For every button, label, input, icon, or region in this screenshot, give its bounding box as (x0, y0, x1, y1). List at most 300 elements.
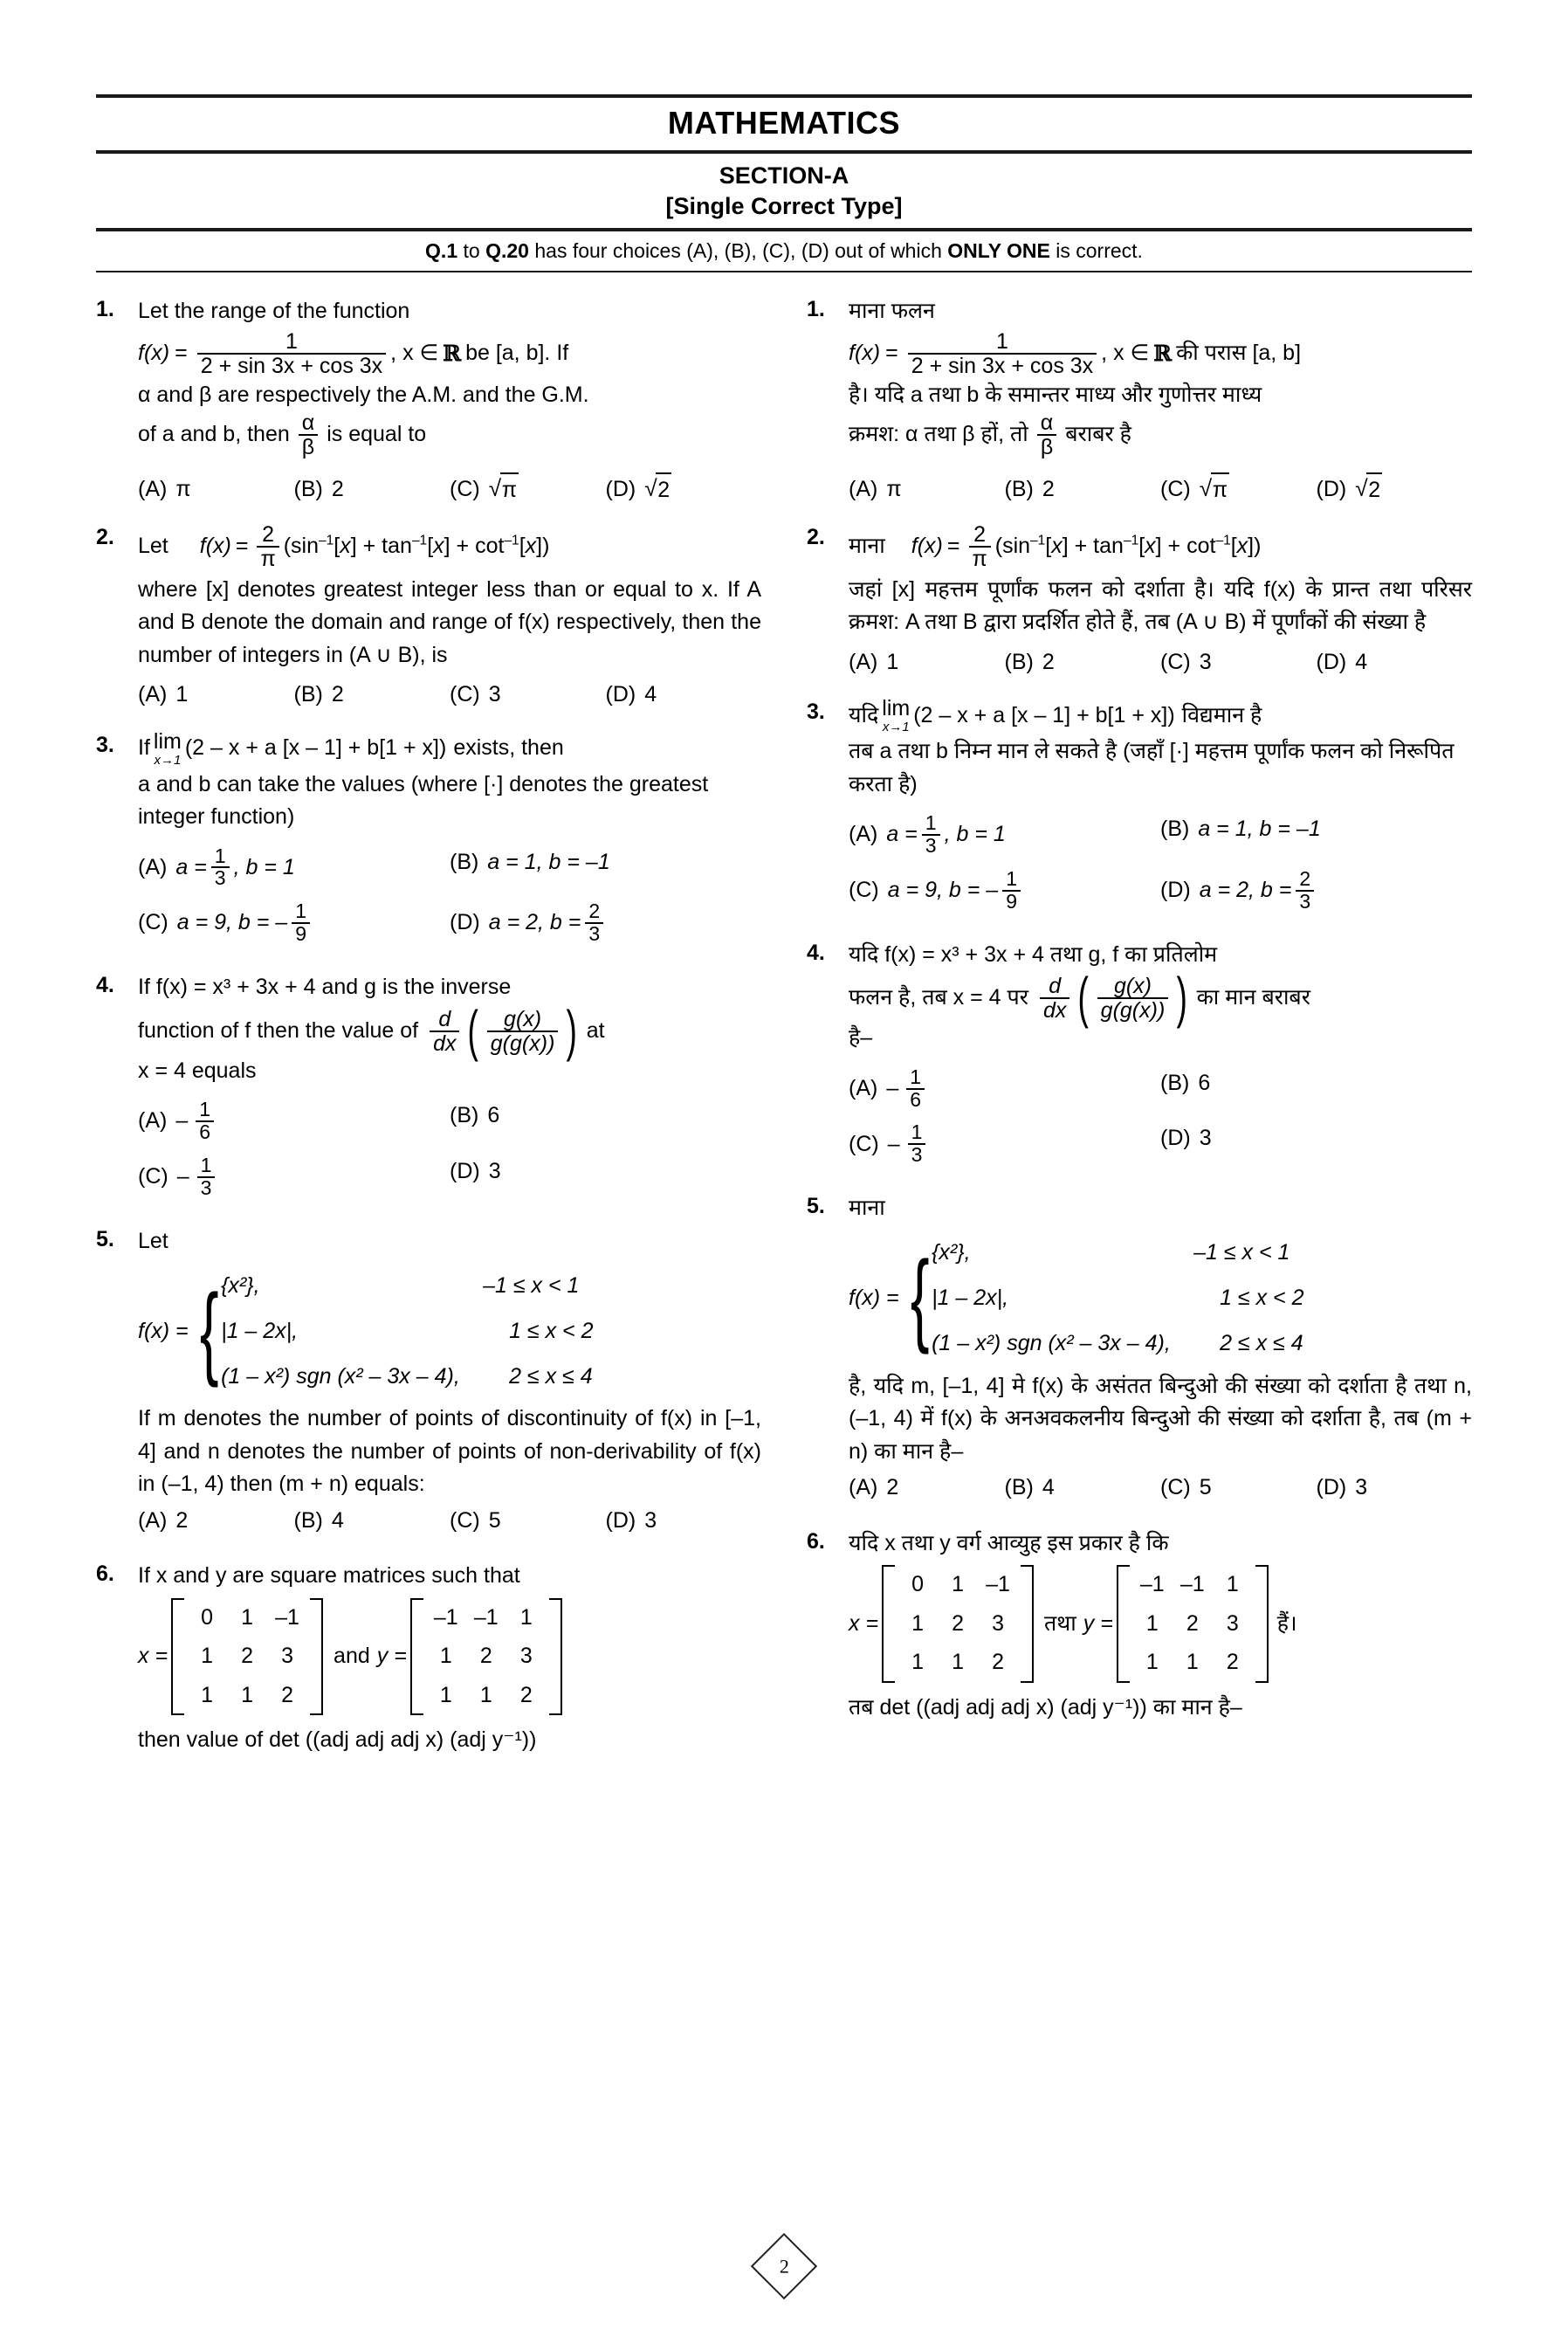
q2-en-body: where [x] denotes greatest integer less than or equal to x. If A and B denote the domain and range of f(x) respectively, then the number of integers in (A ∪ B), is (138, 576, 761, 667)
q3-hi-formula (849, 698, 1472, 734)
question-2-hi (807, 523, 1472, 679)
option-a[interactable] (138, 472, 294, 507)
q2-hi-formula (849, 523, 1472, 570)
option-d-num: 2 (1299, 866, 1311, 890)
option-b-value: 2 (331, 477, 344, 501)
option-a-label: (A) (849, 1475, 878, 1500)
ddx-den: dx (430, 1031, 459, 1055)
option-c[interactable] (450, 1505, 606, 1538)
option-b[interactable] (1160, 813, 1472, 846)
sqrt-icon: √ π (1200, 472, 1229, 507)
instruction-suffix: is correct. (1049, 239, 1143, 262)
instruction-mid: to (457, 239, 486, 262)
option-b[interactable] (1005, 1472, 1161, 1505)
option-b-label: (B) (450, 1103, 479, 1128)
option-d-pre: a = 2, b = (488, 910, 581, 935)
option-a-fraction (906, 1067, 925, 1111)
q3-en-post: exists, then (453, 735, 564, 761)
limit-target: x→1 (154, 752, 182, 768)
option-d-value: 4 (644, 682, 657, 707)
piece-2-expr: |1 – 2x|, (221, 1318, 299, 1343)
q4-en-options-row1 (138, 1100, 761, 1143)
option-d-label: (D) (450, 910, 480, 935)
option-c[interactable] (138, 901, 450, 945)
option-d-label: (D) (1316, 649, 1347, 674)
question-number: 1. (96, 297, 114, 321)
cell: 2 (1186, 1610, 1199, 1636)
option-d-label: (D) (450, 1158, 480, 1183)
question-6-hi (807, 1527, 1472, 1725)
option-a-num: 1 (199, 1098, 211, 1121)
option-d-den: 3 (1296, 890, 1314, 913)
option-c[interactable] (1160, 646, 1317, 679)
piece-1-expr: {x²}, (221, 1272, 260, 1298)
option-a-value: 2 (886, 1475, 899, 1500)
q3-en-options-row1 (138, 846, 761, 890)
option-b-value: 6 (487, 1103, 500, 1128)
option-d-label: (D) (1160, 877, 1191, 902)
option-d[interactable] (606, 472, 762, 507)
column-english (96, 295, 784, 1762)
option-c-fraction (292, 901, 310, 945)
option-d[interactable] (606, 679, 762, 712)
q2-hi-options (849, 646, 1472, 679)
option-b-value: 6 (1198, 1070, 1211, 1095)
q2-en-eq: = (235, 533, 249, 558)
option-b[interactable] (1005, 646, 1161, 679)
cell: 1 (911, 1650, 924, 1675)
piece-3-cond: 2 ≤ x ≤ 4 (1220, 1331, 1303, 1355)
option-a[interactable] (849, 646, 1005, 679)
option-c-label: (C) (849, 877, 879, 902)
option-d-label: (D) (1160, 1126, 1191, 1151)
piece-1-cond: –1 ≤ x < 1 (1193, 1240, 1290, 1265)
option-a-sign: – (175, 1108, 189, 1134)
cell: 1 (1226, 1572, 1239, 1597)
option-a-num: 1 (214, 844, 226, 867)
q6-en-x-label: x = (138, 1644, 168, 1669)
instruction-q-last: Q.20 (485, 239, 529, 262)
matrix-x (882, 1565, 1034, 1683)
q2-en-formula (138, 523, 761, 570)
option-c-num: 1 (200, 1153, 212, 1176)
instruction-body: has four choices (A), (B), (C), (D) out of which (528, 239, 948, 262)
option-d[interactable] (1160, 866, 1472, 913)
option-d-value: 4 (1355, 649, 1368, 674)
option-c[interactable] (1160, 472, 1317, 507)
ddx-num: d (1049, 974, 1062, 999)
paren-close-icon: ) (566, 998, 578, 1062)
question-number: 2. (807, 524, 825, 549)
question-number: 4. (807, 940, 825, 965)
q1-en-options (138, 472, 761, 507)
page-number: 2 (779, 2255, 789, 2277)
matrix-x-grid (184, 1598, 310, 1716)
option-a-num: 1 (910, 1065, 922, 1088)
question-6-en (96, 1560, 761, 1757)
option-c-pre: a = 9, b = – (176, 910, 288, 935)
q3-en-expr: (2 – x + a [x – 1] + b[1 + x]) (184, 735, 447, 761)
question-number: 6. (96, 1561, 114, 1587)
option-a[interactable] (138, 846, 450, 890)
cell: 0 (201, 1604, 213, 1630)
option-d[interactable] (1160, 1122, 1472, 1155)
option-c-fraction (908, 1122, 926, 1166)
option-b-label: (B) (1160, 1070, 1190, 1095)
option-c-pre: a = 9, b = – (887, 877, 999, 902)
diamond-icon (751, 2233, 817, 2299)
option-b-value: a = 1, b = –1 (1198, 817, 1321, 841)
piece-1-cond: –1 ≤ x < 1 (483, 1272, 580, 1298)
question-number: 5. (96, 1226, 114, 1251)
brace-icon: { (910, 1240, 930, 1356)
q2-hi-eq: = (946, 533, 960, 558)
limit-operator (153, 728, 182, 768)
option-d-value: 3 (644, 1507, 657, 1533)
option-c-value: 5 (488, 1507, 501, 1533)
option-a[interactable] (849, 813, 1160, 857)
q3-hi-options-row2 (849, 866, 1472, 913)
option-d-value: 3 (488, 1158, 501, 1183)
q1-hi-reals-symbol: ℝ (1153, 340, 1172, 366)
question-number: 3. (96, 732, 114, 757)
q6-en-y-label: y = (376, 1644, 407, 1669)
bracket-left-icon (410, 1598, 423, 1716)
option-a-label: (A) (849, 649, 878, 674)
cell: 2 (281, 1682, 293, 1707)
q1-en-ratio-num: α (301, 410, 315, 435)
option-a[interactable] (138, 1505, 294, 1538)
derivative-operator (1035, 966, 1192, 1030)
option-a[interactable] (138, 1100, 450, 1143)
option-d[interactable] (606, 1505, 762, 1538)
question-5-hi (807, 1192, 1472, 1505)
question-1-hi (807, 295, 1472, 507)
q1-en-fx: f(x) (138, 340, 170, 365)
q1-en-line3: α and β are respectively the A.M. and the G.M. (138, 382, 589, 407)
exam-page (0, 94, 1568, 2330)
option-a[interactable] (138, 679, 294, 712)
option-c-den: 3 (197, 1176, 216, 1199)
q6-en-matrices (138, 1598, 761, 1716)
q3-en-body: a and b can take the values (where [·] denotes the greatest integer function) (138, 771, 709, 829)
sqrt-icon: √ π (489, 472, 519, 507)
sqrt-icon: √ 2 (1355, 472, 1382, 507)
matrix-y-grid (1130, 1565, 1255, 1683)
option-b[interactable] (294, 472, 450, 507)
q4-en-line2 (138, 998, 761, 1062)
cell: 1 (479, 1682, 492, 1707)
question-4-hi (807, 939, 1472, 1167)
q4-en-line1: If f(x) = x³ + 3x + 4 and g is the inverse (138, 975, 512, 1000)
derivative-operator (425, 998, 581, 1062)
q4-hi-options-row1 (849, 1067, 1472, 1111)
cell: 2 (952, 1610, 964, 1636)
option-a-label: (A) (138, 1507, 168, 1533)
q1-hi-after-frac: , x ∈ (1101, 340, 1150, 365)
option-b-label: (B) (293, 682, 323, 707)
option-a[interactable] (849, 1067, 1160, 1111)
piece-2-cond: 1 ≤ x < 2 (509, 1318, 594, 1343)
cell: 1 (201, 1682, 213, 1707)
option-c[interactable] (138, 1155, 450, 1199)
cell: 1 (952, 1572, 964, 1597)
option-c-label: (C) (1160, 477, 1191, 501)
q1-hi-options (849, 472, 1472, 507)
limit-label: lim (153, 728, 182, 754)
q1-en-reals-symbol: ℝ (443, 340, 461, 366)
piece-row (932, 1321, 1303, 1367)
q2-hi-denominator: π (969, 546, 991, 570)
option-a-value: 2 (175, 1507, 189, 1533)
q5-en-fx: f(x) = (138, 1318, 189, 1343)
q5-hi-body: है, यदि m, [–1, 4] मे f(x) के असंतत बिन्दुओ की संख्या को दर्शाता है तथा n, (–1, 4) में f(x) के अनअवकलनीय बिन्दुओ की संख्या को दर्शाता है, तब (m + n) का मान है– (849, 1373, 1472, 1464)
q2-en-denominator: π (257, 546, 279, 570)
q1-en-line4 (138, 411, 761, 458)
option-d[interactable] (450, 1155, 761, 1189)
q4-hi-line3: है– (849, 1025, 873, 1051)
matrix-y (410, 1598, 562, 1716)
q2-hi-fx: f(x) (911, 533, 943, 558)
option-a-label: (A) (138, 682, 168, 707)
q2-hi-numerator: 2 (973, 521, 987, 547)
q1-hi-fx: f(x) (849, 340, 881, 365)
option-c-sign: – (176, 1164, 189, 1189)
cell: 1 (1186, 1650, 1199, 1675)
page-header (96, 94, 1472, 272)
option-d-label: (D) (605, 477, 636, 501)
option-b[interactable] (450, 1100, 761, 1133)
question-4-en (96, 971, 761, 1199)
option-c-label: (C) (849, 1131, 879, 1156)
q1-hi-numerator: 1 (995, 328, 1008, 354)
q6-hi-and: तथा (1044, 1610, 1076, 1636)
q6-hi-line1: यदि x तथा y वर्ग आव्युह इस प्रकार है कि (849, 1530, 1169, 1555)
inner-den: g(g(x)) (1097, 997, 1169, 1022)
option-d[interactable] (1317, 472, 1473, 507)
q5-en-piecewise (138, 1263, 761, 1399)
q4-hi-line2-pre: फलन है, तब x = 4 पर (849, 985, 1028, 1010)
q4-hi-options-row2 (849, 1122, 1472, 1166)
q2-hi-body: जहां [x] महत्तम पूर्णांक फलन को दर्शाता है। यदि f(x) के प्रान्त तथा परिसर क्रमश: A तथा B द्वारा प्रदर्शित होते हैं, तब (A ∪ B) में पूर्णांकों की संख्या है (849, 576, 1472, 634)
piece-row (221, 1308, 593, 1354)
option-d-num: 2 (588, 900, 601, 923)
option-d-value: 3 (1355, 1475, 1368, 1500)
option-a-fraction (211, 846, 230, 890)
option-a-value: 1 (175, 682, 189, 707)
option-c-label: (C) (450, 1507, 480, 1533)
q3-hi-options-row1 (849, 813, 1472, 857)
cell: –1 (473, 1604, 499, 1630)
cell: –1 (433, 1604, 458, 1630)
q5-hi-piecewise (849, 1230, 1472, 1367)
piece-2-expr: |1 – 2x|, (932, 1286, 1009, 1310)
bracket-right-icon (1021, 1565, 1034, 1683)
instruction-line (96, 231, 1472, 271)
option-b-label: (B) (293, 1507, 323, 1533)
option-d[interactable] (1317, 1472, 1473, 1505)
option-a-fraction (922, 813, 940, 857)
q6-hi-tail: हैं। (1276, 1610, 1297, 1636)
option-d[interactable] (450, 901, 761, 945)
cell: 1 (241, 1604, 253, 1630)
q5-en-options (138, 1505, 761, 1538)
option-c[interactable] (450, 679, 606, 712)
option-a-den: 3 (922, 834, 940, 857)
cell: 1 (519, 1604, 533, 1630)
question-3-en (96, 728, 761, 946)
cell: 3 (992, 1610, 1004, 1636)
cell: 3 (519, 1644, 533, 1669)
option-a[interactable] (849, 472, 1005, 507)
q1-en-ratio-den: β (299, 434, 318, 458)
q2-hi-fraction (969, 523, 991, 570)
q1-hi-line4 (849, 411, 1472, 458)
q1-hi-tail: की परास [a, b] (1176, 340, 1302, 365)
bracket-left-icon (171, 1598, 184, 1716)
option-b-label: (B) (1160, 817, 1190, 841)
option-d-fraction (585, 901, 603, 945)
cell: –1 (275, 1604, 299, 1630)
option-a-den: 6 (906, 1088, 925, 1111)
q4-en-line2-post: at (586, 1017, 605, 1043)
option-a-post: , b = 1 (944, 822, 1006, 847)
q5-hi-options (849, 1472, 1472, 1505)
option-c-fraction (1002, 866, 1021, 913)
option-c-num: 1 (295, 900, 307, 923)
option-b-label: (B) (1004, 1475, 1034, 1500)
option-b-value: 2 (1042, 649, 1055, 674)
option-a-post: , b = 1 (233, 854, 295, 879)
option-b[interactable] (450, 846, 761, 879)
inner-num: g(x) (1113, 974, 1152, 999)
q3-en-options-row2 (138, 901, 761, 945)
question-2-en (96, 523, 761, 712)
bracket-left-icon (882, 1565, 895, 1683)
option-d[interactable] (1317, 646, 1473, 679)
option-c[interactable] (450, 472, 606, 507)
option-c-den: 9 (1002, 890, 1021, 913)
cell: 1 (952, 1650, 964, 1675)
q2-hi-lead: माना (849, 533, 885, 558)
cell: –1 (1179, 1572, 1205, 1597)
q2-en-options (138, 679, 761, 712)
q1-en-denominator: 2 + sin 3x + cos 3x (197, 353, 386, 377)
option-b-value: 4 (1042, 1475, 1055, 1500)
q4-en-options-row2 (138, 1155, 761, 1199)
option-a-value: 1 (886, 649, 899, 674)
option-c-label: (C) (450, 682, 480, 707)
option-a-pre: a = (886, 822, 918, 847)
cell: 1 (1145, 1610, 1159, 1636)
q5-hi-fx: f(x) = (849, 1286, 899, 1310)
question-1-en (96, 295, 761, 507)
cell: 1 (241, 1682, 253, 1707)
bracket-left-icon (1117, 1565, 1130, 1683)
piece-3-expr: (1 – x²) sgn (x² – 3x – 4), (221, 1363, 460, 1389)
q1-hi-line3: है। यदि a तथा b के समान्तर माध्य और गुणोत्तर माध्य (849, 382, 1262, 407)
instruction-emphasis: ONLY ONE (947, 239, 1050, 262)
option-b-value: 2 (1042, 477, 1055, 501)
cell: 1 (911, 1610, 924, 1636)
q1-hi-ratio-den: β (1037, 434, 1056, 458)
option-c-label: (C) (1160, 649, 1191, 674)
option-c-fraction (197, 1155, 216, 1199)
option-a-value: π (886, 477, 902, 501)
question-number: 1. (807, 297, 825, 321)
piece-1-expr: {x²}, (932, 1240, 971, 1265)
q3-hi-pre: यदि (849, 702, 879, 727)
cell: 1 (1145, 1650, 1159, 1675)
column-hindi (784, 295, 1472, 1762)
option-b-label: (B) (1004, 649, 1034, 674)
question-number: 3. (807, 700, 825, 724)
ddx-den: dx (1040, 997, 1069, 1022)
q1-hi-line4-pre: क्रमश: α तथा β हों, तो (849, 422, 1028, 447)
q1-hi-ratio (1037, 411, 1056, 458)
option-b[interactable] (1160, 1067, 1472, 1100)
q6-hi-y-label: y = (1083, 1610, 1113, 1636)
ddx-fraction (430, 1008, 459, 1055)
piece-row (221, 1263, 593, 1308)
option-a-label: (A) (138, 854, 168, 879)
option-a[interactable] (849, 1472, 1005, 1505)
cell: 2 (519, 1682, 533, 1707)
option-c-num: 1 (911, 1120, 923, 1144)
option-a-value: π (175, 477, 191, 501)
limit-label: lim (882, 696, 911, 720)
q3-hi-expr: (2 – x + a [x – 1] + b[1 + x]) (913, 702, 1175, 727)
q1-en-line1: Let the range of the function (138, 299, 410, 323)
section-title: SECTION-A (719, 162, 849, 189)
question-number: 2. (96, 524, 114, 549)
limit-operator (882, 698, 910, 734)
q2-hi-expr: $(\sin^{-1}[x] + \tan^{-1}[x] + \cot^{-1}[x])$ (994, 533, 1262, 558)
option-a-pre: a = (175, 854, 207, 879)
piece-2-cond: 1 ≤ x < 2 (1220, 1286, 1304, 1310)
option-b[interactable] (1005, 472, 1161, 507)
option-c[interactable] (849, 866, 1160, 913)
q1-en-line4-pre: of a and b, then (138, 422, 290, 447)
q4-hi-line1: यदि f(x) = x³ + 3x + 4 तथा g, f का प्रतिलोम (849, 941, 1218, 967)
option-c-sign: – (887, 1131, 900, 1156)
instruction-q-first: Q.1 (425, 239, 458, 262)
q1-en-eq: = (175, 340, 188, 365)
option-a-fraction (196, 1100, 214, 1143)
question-number: 4. (96, 973, 114, 998)
q3-hi-body: तब a तथा b निम्न मान ले सकते है (जहाँ [·] महत्तम पूर्णांक फलन को निरूपित करता है) (849, 739, 1455, 796)
inner-fraction (487, 1008, 559, 1055)
q2-en-numerator: 2 (262, 521, 275, 547)
bracket-right-icon (1255, 1565, 1269, 1683)
q1-en-tail: be [a, b]. If (465, 340, 569, 365)
q1-en-ratio (299, 411, 318, 458)
q1-en-after-frac: , x ∈ (390, 340, 439, 365)
q4-en-line3: x = 4 equals (138, 1058, 257, 1083)
option-a-label: (A) (138, 1108, 168, 1134)
option-b[interactable] (294, 1505, 450, 1538)
question-5-en (96, 1225, 761, 1538)
q6-en-line1: If x and y are square matrices such that (138, 1563, 520, 1589)
option-a-label: (A) (849, 1075, 878, 1100)
option-b[interactable] (294, 679, 450, 712)
option-c[interactable] (1160, 1472, 1317, 1505)
q6-hi-x-label: x = (849, 1610, 879, 1636)
cell: –1 (986, 1572, 1010, 1597)
option-c-value: 3 (1199, 649, 1212, 674)
option-c[interactable] (849, 1122, 1160, 1166)
q2-en-lead: Let (138, 533, 168, 558)
